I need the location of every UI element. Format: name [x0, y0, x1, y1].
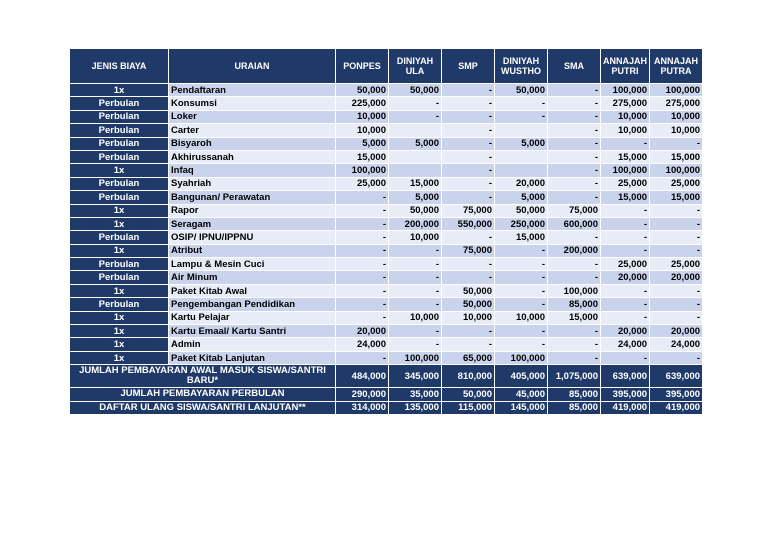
amount-cell: - [495, 325, 548, 338]
total-cell: 50,000 [442, 388, 495, 401]
amount-cell: - [650, 137, 703, 150]
total-row [70, 401, 703, 414]
amount-cell: - [389, 338, 442, 351]
amount-cell: - [495, 338, 548, 351]
total-cell: 639,000 [601, 365, 650, 388]
amount-cell: - [495, 271, 548, 284]
amount-cell: 15,000 [601, 191, 650, 204]
amount-cell: - [548, 351, 601, 364]
table-row [70, 298, 703, 311]
table-row [70, 97, 703, 110]
amount-cell: - [601, 284, 650, 297]
amount-cell: 15,000 [650, 150, 703, 163]
amount-cell: 10,000 [601, 110, 650, 123]
table-row [70, 351, 703, 364]
table-row [70, 164, 703, 177]
total-cell: 405,000 [495, 365, 548, 388]
description-cell: Konsumsi [169, 97, 336, 110]
amount-cell: - [548, 97, 601, 110]
total-cell: 419,000 [601, 401, 650, 414]
table-row [70, 124, 703, 137]
amount-cell: - [548, 164, 601, 177]
header-sma: SMA [548, 49, 601, 84]
frequency-cell: 1x [70, 351, 169, 364]
amount-cell: 24,000 [650, 338, 703, 351]
amount-cell: 10,000 [389, 311, 442, 324]
amount-cell: 20,000 [601, 325, 650, 338]
amount-cell: 250,000 [495, 217, 548, 230]
amount-cell: - [495, 284, 548, 297]
amount-cell: 15,000 [548, 311, 601, 324]
description-cell: Akhirussanah [169, 150, 336, 163]
amount-cell: 50,000 [336, 84, 389, 97]
amount-cell: 25,000 [650, 258, 703, 271]
amount-cell: 20,000 [495, 177, 548, 190]
amount-cell: - [442, 97, 495, 110]
total-cell: 85,000 [548, 401, 601, 414]
amount-cell: - [442, 258, 495, 271]
table-row [70, 217, 703, 230]
amount-cell: - [548, 124, 601, 137]
amount-cell: 100,000 [650, 164, 703, 177]
total-cell: 1,075,000 [548, 365, 601, 388]
amount-cell: - [495, 258, 548, 271]
total-cell: 484,000 [336, 365, 389, 388]
header-uraian: URAIAN [169, 49, 336, 84]
amount-cell [389, 150, 442, 163]
amount-cell: 65,000 [442, 351, 495, 364]
frequency-cell: Perbulan [70, 110, 169, 123]
amount-cell: - [650, 311, 703, 324]
description-cell: Pengembangan Pendidikan [169, 298, 336, 311]
table-row [70, 244, 703, 257]
amount-cell: 600,000 [548, 217, 601, 230]
amount-cell: - [601, 217, 650, 230]
table-row [70, 231, 703, 244]
frequency-cell: Perbulan [70, 124, 169, 137]
amount-cell: - [548, 150, 601, 163]
description-cell: Air Minum [169, 271, 336, 284]
amount-cell: 50,000 [442, 298, 495, 311]
table-row [70, 311, 703, 324]
amount-cell: 10,000 [650, 124, 703, 137]
amount-cell: 100,000 [650, 84, 703, 97]
amount-cell: 10,000 [442, 311, 495, 324]
amount-cell: 25,000 [336, 177, 389, 190]
total-cell: 45,000 [495, 388, 548, 401]
description-cell: Atribut [169, 244, 336, 257]
frequency-cell: 1x [70, 325, 169, 338]
amount-cell: - [650, 217, 703, 230]
amount-cell: 100,000 [336, 164, 389, 177]
amount-cell: - [650, 204, 703, 217]
total-cell: 115,000 [442, 401, 495, 414]
description-cell: Paket Kitab Lanjutan [169, 351, 336, 364]
frequency-cell: Perbulan [70, 258, 169, 271]
total-cell: 145,000 [495, 401, 548, 414]
amount-cell: - [548, 191, 601, 204]
amount-cell: - [442, 124, 495, 137]
frequency-cell: 1x [70, 164, 169, 177]
amount-cell: - [389, 110, 442, 123]
description-cell: Lampu & Mesin Cuci [169, 258, 336, 271]
amount-cell [389, 124, 442, 137]
amount-cell: - [442, 137, 495, 150]
amount-cell: - [336, 351, 389, 364]
amount-cell: - [548, 325, 601, 338]
description-cell: OSIP/ IPNU/IPPNU [169, 231, 336, 244]
total-label: JUMLAH PEMBAYARAN PERBULAN [70, 388, 336, 401]
amount-cell: 25,000 [601, 258, 650, 271]
amount-cell: - [601, 231, 650, 244]
header-ponpes: PONPES [336, 49, 389, 84]
frequency-cell: 1x [70, 204, 169, 217]
table-header [70, 49, 703, 84]
amount-cell: - [548, 231, 601, 244]
total-row [70, 365, 703, 388]
amount-cell: 15,000 [495, 231, 548, 244]
amount-cell: 75,000 [548, 204, 601, 217]
table-row [70, 204, 703, 217]
amount-cell: - [548, 84, 601, 97]
table-row [70, 150, 703, 163]
amount-cell: 200,000 [389, 217, 442, 230]
table-row [70, 191, 703, 204]
frequency-cell: 1x [70, 84, 169, 97]
amount-cell: - [389, 325, 442, 338]
frequency-cell: Perbulan [70, 271, 169, 284]
amount-cell: 50,000 [495, 204, 548, 217]
amount-cell: 25,000 [650, 177, 703, 190]
amount-cell: - [336, 298, 389, 311]
amount-cell: 275,000 [601, 97, 650, 110]
amount-cell: 50,000 [495, 84, 548, 97]
table-body [70, 84, 703, 365]
amount-cell: 50,000 [389, 84, 442, 97]
amount-cell: - [389, 97, 442, 110]
table-row [70, 110, 703, 123]
amount-cell: - [548, 110, 601, 123]
amount-cell: - [548, 177, 601, 190]
total-cell: 35,000 [389, 388, 442, 401]
total-cell: 345,000 [389, 365, 442, 388]
amount-cell: 10,000 [336, 110, 389, 123]
amount-cell: 50,000 [442, 284, 495, 297]
frequency-cell: 1x [70, 217, 169, 230]
amount-cell: 85,000 [548, 298, 601, 311]
amount-cell: - [442, 231, 495, 244]
amount-cell: - [495, 110, 548, 123]
description-cell: Bangunan/ Perawatan [169, 191, 336, 204]
amount-cell: - [601, 311, 650, 324]
description-cell: Pendaftaran [169, 84, 336, 97]
amount-cell: 550,000 [442, 217, 495, 230]
amount-cell: - [495, 244, 548, 257]
header-diniyah-wustho: DINIYAH WUSTHO [495, 49, 548, 84]
table-row [70, 84, 703, 97]
amount-cell: 15,000 [336, 150, 389, 163]
amount-cell: 100,000 [495, 351, 548, 364]
table-row [70, 338, 703, 351]
description-cell: Seragam [169, 217, 336, 230]
amount-cell: 50,000 [389, 204, 442, 217]
amount-cell [495, 164, 548, 177]
amount-cell: 75,000 [442, 204, 495, 217]
amount-cell: 15,000 [601, 150, 650, 163]
amount-cell: - [442, 338, 495, 351]
total-label: JUMLAH PEMBAYARAN AWAL MASUK SISWA/SANTRI BARU* [70, 365, 336, 388]
total-cell: 135,000 [389, 401, 442, 414]
total-cell: 419,000 [650, 401, 703, 414]
amount-cell: 275,000 [650, 97, 703, 110]
amount-cell: - [601, 298, 650, 311]
table-row [70, 137, 703, 150]
amount-cell: - [389, 258, 442, 271]
amount-cell: - [389, 298, 442, 311]
amount-cell: - [601, 137, 650, 150]
total-cell: 314,000 [336, 401, 389, 414]
table-row [70, 271, 703, 284]
table-row [70, 177, 703, 190]
amount-cell: - [336, 311, 389, 324]
amount-cell: - [495, 97, 548, 110]
amount-cell: - [336, 191, 389, 204]
amount-cell: 5,000 [495, 191, 548, 204]
description-cell: Carter [169, 124, 336, 137]
amount-cell: 5,000 [389, 191, 442, 204]
amount-cell: 10,000 [336, 124, 389, 137]
amount-cell: 5,000 [495, 137, 548, 150]
amount-cell: - [650, 284, 703, 297]
description-cell: Kartu Emaal/ Kartu Santri [169, 325, 336, 338]
frequency-cell: Perbulan [70, 231, 169, 244]
amount-cell: 100,000 [601, 164, 650, 177]
amount-cell: - [548, 338, 601, 351]
amount-cell: 24,000 [336, 338, 389, 351]
total-cell: 810,000 [442, 365, 495, 388]
amount-cell: 15,000 [650, 191, 703, 204]
total-cell: 395,000 [650, 388, 703, 401]
amount-cell: 10,000 [495, 311, 548, 324]
description-cell: Kartu Pelajar [169, 311, 336, 324]
amount-cell [389, 164, 442, 177]
amount-cell: - [442, 84, 495, 97]
amount-cell: 10,000 [389, 231, 442, 244]
total-cell: 290,000 [336, 388, 389, 401]
amount-cell: - [389, 284, 442, 297]
header-smp: SMP [442, 49, 495, 84]
amount-cell: 100,000 [389, 351, 442, 364]
header-diniyah-ula: DINIYAH ULA [389, 49, 442, 84]
total-cell: 85,000 [548, 388, 601, 401]
amount-cell: - [442, 150, 495, 163]
amount-cell: - [336, 244, 389, 257]
amount-cell: - [389, 271, 442, 284]
amount-cell: 100,000 [548, 284, 601, 297]
frequency-cell: Perbulan [70, 137, 169, 150]
header-jenis-biaya: JENIS BIAYA [70, 49, 169, 84]
frequency-cell: Perbulan [70, 150, 169, 163]
amount-cell: - [336, 231, 389, 244]
amount-cell: - [336, 271, 389, 284]
amount-cell: - [442, 164, 495, 177]
amount-cell: - [601, 204, 650, 217]
amount-cell: - [336, 217, 389, 230]
amount-cell [495, 124, 548, 137]
amount-cell: 10,000 [601, 124, 650, 137]
description-cell: Bisyaroh [169, 137, 336, 150]
amount-cell: - [548, 137, 601, 150]
amount-cell: - [442, 325, 495, 338]
amount-cell: - [336, 258, 389, 271]
amount-cell: 20,000 [650, 271, 703, 284]
amount-cell: - [650, 244, 703, 257]
amount-cell: 20,000 [336, 325, 389, 338]
amount-cell: 100,000 [601, 84, 650, 97]
total-cell: 639,000 [650, 365, 703, 388]
amount-cell: - [601, 351, 650, 364]
description-cell: Rapor [169, 204, 336, 217]
amount-cell: 10,000 [650, 110, 703, 123]
table-row [70, 325, 703, 338]
amount-cell: - [442, 191, 495, 204]
amount-cell: - [389, 244, 442, 257]
total-cell: 395,000 [601, 388, 650, 401]
amount-cell: 20,000 [650, 325, 703, 338]
amount-cell: - [650, 351, 703, 364]
amount-cell: - [442, 271, 495, 284]
frequency-cell: Perbulan [70, 191, 169, 204]
total-label: DAFTAR ULANG SISWA/SANTRI LANJUTAN** [70, 401, 336, 414]
table-row [70, 258, 703, 271]
frequency-cell: 1x [70, 338, 169, 351]
amount-cell: - [442, 177, 495, 190]
description-cell: Syahriah [169, 177, 336, 190]
frequency-cell: 1x [70, 311, 169, 324]
amount-cell: - [442, 110, 495, 123]
amount-cell: - [548, 271, 601, 284]
amount-cell: 20,000 [601, 271, 650, 284]
amount-cell: - [495, 298, 548, 311]
amount-cell: 225,000 [336, 97, 389, 110]
description-cell: Paket Kitab Awal [169, 284, 336, 297]
amount-cell: 75,000 [442, 244, 495, 257]
description-cell: Loker [169, 110, 336, 123]
amount-cell: - [548, 258, 601, 271]
amount-cell: 200,000 [548, 244, 601, 257]
frequency-cell: 1x [70, 244, 169, 257]
amount-cell: - [601, 244, 650, 257]
frequency-cell: Perbulan [70, 298, 169, 311]
frequency-cell: Perbulan [70, 97, 169, 110]
frequency-cell: 1x [70, 284, 169, 297]
total-row [70, 388, 703, 401]
table-totals [70, 365, 703, 415]
amount-cell: - [336, 204, 389, 217]
amount-cell: - [650, 231, 703, 244]
description-cell: Infaq [169, 164, 336, 177]
header-annajah-putra: ANNAJAH PUTRA [650, 49, 703, 84]
description-cell: Admin [169, 338, 336, 351]
amount-cell [495, 150, 548, 163]
table-row [70, 284, 703, 297]
amount-cell: - [650, 298, 703, 311]
amount-cell: 15,000 [389, 177, 442, 190]
amount-cell: 5,000 [389, 137, 442, 150]
amount-cell: 5,000 [336, 137, 389, 150]
amount-cell: 25,000 [601, 177, 650, 190]
frequency-cell: Perbulan [70, 177, 169, 190]
fee-table [69, 48, 703, 415]
amount-cell: 24,000 [601, 338, 650, 351]
header-annajah-putri: ANNAJAH PUTRI [601, 49, 650, 84]
amount-cell: - [336, 284, 389, 297]
